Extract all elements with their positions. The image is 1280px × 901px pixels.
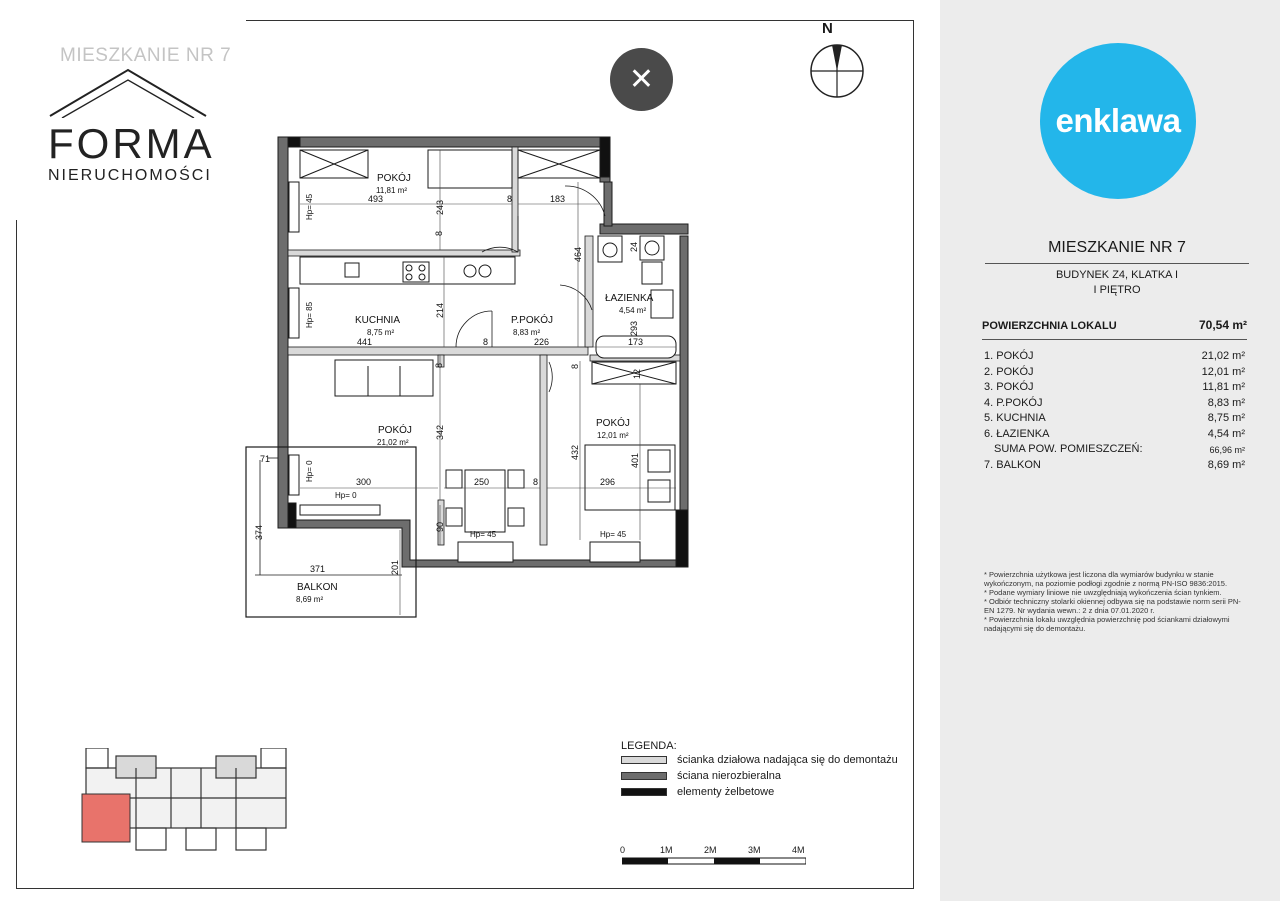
list-item <box>982 366 1247 382</box>
close-button[interactable] <box>610 48 673 111</box>
legend <box>621 740 911 800</box>
dim-label: 300 <box>356 477 372 487</box>
dim-label: 24 <box>629 241 639 252</box>
room-label: 5. KUCHNIA <box>984 412 1046 424</box>
legend-item <box>621 754 911 768</box>
balcony-label: 7. BALKON <box>984 458 1041 471</box>
dim-label: 243 <box>435 199 445 215</box>
room-name-lazienka: ŁAZIENKA <box>605 293 654 304</box>
room-area-lazienka: 4,54 m² <box>619 306 647 315</box>
footnote: * Powierzchnia lokalu uwzględnia powierzchnię pod ściankami działowymi nadającymi się do demontażu. <box>984 615 1230 633</box>
dim-label: 250 <box>474 477 490 487</box>
scale-tick: 4M <box>792 845 805 855</box>
hp-label: Hp= 0 <box>335 491 357 500</box>
balcony-value: 8,69 m² <box>1207 458 1245 471</box>
room-value: 21,02 m² <box>1201 350 1245 362</box>
hp-label: Hp= 45 <box>600 530 627 539</box>
room-value: 4,54 m² <box>1207 427 1245 440</box>
footnote: * Powierzchnia użytkowa jest liczona dla wymiarów budynku w stanie wykończonym, na poziomie podłogi zgodnie z normą PN-ISO 9836:2015. <box>984 570 1228 588</box>
hp-label: Hp= 45 <box>470 530 497 539</box>
balcony-row <box>982 459 1247 475</box>
apartment-highlight <box>82 794 130 842</box>
room-area-pokoj1: 21,02 m² <box>377 438 409 447</box>
total-area-value: 70,54 m² <box>1198 318 1247 332</box>
dim-label: 12 <box>632 368 642 379</box>
dim-label: 401 <box>630 452 640 468</box>
divider <box>982 339 1247 340</box>
logo-wordmark: FORMA <box>48 120 215 167</box>
room-label: 6. ŁAZIENKA <box>984 427 1050 440</box>
list-item <box>982 381 1247 397</box>
dim-label: 8 <box>570 363 580 369</box>
dim-label: 214 <box>435 302 445 318</box>
footnotes <box>984 570 1250 633</box>
hp-label: Hp= 85 <box>305 301 314 328</box>
list-item <box>982 397 1247 413</box>
dim-label: 293 <box>629 320 639 336</box>
dim-label: 90 <box>435 521 445 532</box>
room-label: 3. POKÓJ <box>984 381 1034 393</box>
dim-label: 8 <box>507 194 513 204</box>
dim-label: 8 <box>483 337 489 347</box>
apartment-watermark: MIESZKANIE NR 7 <box>60 45 232 66</box>
room-area-kuchnia: 8,75 m² <box>367 328 395 337</box>
room-area-ppokoj: 8,83 m² <box>513 328 541 337</box>
building-minimap <box>76 748 296 858</box>
dim-label: 183 <box>550 194 566 204</box>
brand-logo: enklawa <box>1040 43 1196 199</box>
dim-label: 8 <box>434 230 444 236</box>
north-label: N <box>822 20 833 37</box>
room-area-pokoj3: 11,81 m² <box>376 186 407 195</box>
dim-label: 342 <box>435 424 445 440</box>
rooms-sum-label: SUMA POW. POMIESZCZEŃ: <box>994 443 1143 455</box>
legend-item <box>621 786 911 800</box>
floor-label: I PIĘTRO <box>1093 284 1141 296</box>
scale-tick: 0 <box>620 845 626 855</box>
legend-swatch <box>621 756 667 764</box>
legend-swatch <box>621 788 667 796</box>
total-area-label: POWIERZCHNIA LOKALU <box>982 320 1117 332</box>
footnote: * Odbiór techniczny stolarki okiennej odbywa się na podstawie norm serii PN-EN 1279. Nr wydania wewn.: 2 z dnia 07.01.2020 r. <box>984 597 1241 615</box>
list-item <box>982 412 1247 428</box>
roof-logo-icon <box>48 66 208 118</box>
legend-title: LEGENDA: <box>621 740 677 752</box>
room-name-pokoj1: POKÓJ <box>378 425 412 436</box>
north-compass-icon <box>806 20 866 100</box>
list-item <box>982 350 1247 366</box>
scale-bar <box>616 845 816 875</box>
floor-plan-drawing <box>230 130 695 620</box>
dim-label: 8 <box>434 362 444 368</box>
dim-label: 371 <box>310 564 326 574</box>
room-area-balkon: 8,69 m² <box>296 595 324 604</box>
dim-label: 296 <box>600 477 616 487</box>
dim-label: 173 <box>628 337 644 347</box>
dim-label: 226 <box>534 337 550 347</box>
dim-label: 464 <box>573 246 583 262</box>
dim-label: 71 <box>260 454 271 464</box>
building-label: BUDYNEK Z4, KLATKA I <box>1055 269 1179 281</box>
legend-label: ścianka działowa nadająca się do demontażu <box>677 754 898 766</box>
divider <box>985 263 1249 264</box>
room-name-pokoj2: POKÓJ <box>596 418 630 429</box>
dim-label: 493 <box>368 194 384 204</box>
dim-label: 432 <box>570 444 580 460</box>
dim-label: 441 <box>357 337 373 347</box>
room-label: 1. POKÓJ <box>984 350 1034 362</box>
close-icon: ✕ <box>628 63 655 96</box>
rooms-sum-row <box>982 443 1247 459</box>
room-value: 11,81 m² <box>1202 381 1245 393</box>
legend-label: elementy żelbetowe <box>677 786 775 798</box>
list-item <box>982 428 1247 444</box>
room-value: 8,83 m² <box>1207 396 1245 409</box>
scale-tick: 2M <box>704 845 717 855</box>
footnote: * Podane wymiary liniowe nie uwzględniają wykończenia ścian tynkiem. <box>984 588 1222 597</box>
total-area-row <box>982 318 1247 338</box>
logo-subtitle: NIERUCHOMOŚCI <box>48 167 212 184</box>
rooms-sum-value: 66,96 m² <box>1209 445 1245 455</box>
dim-label: 8 <box>533 477 539 487</box>
rooms-list <box>982 350 1247 474</box>
room-label: 2. POKÓJ <box>984 365 1034 378</box>
room-name-pokoj3: POKÓJ <box>377 173 411 184</box>
room-name-ppokoj: P.POKÓJ <box>511 315 554 326</box>
room-name-kuchnia: KUCHNIA <box>355 315 401 326</box>
hp-label: Hp= 45 <box>305 193 314 220</box>
dim-label: 201 <box>390 559 400 575</box>
room-value: 12,01 m² <box>1201 365 1245 378</box>
room-label: 4. P.POKÓJ <box>984 396 1043 409</box>
dim-label: 374 <box>254 524 264 540</box>
hp-label: Hp= 0 <box>305 460 314 482</box>
room-area-pokoj2: 12,01 m² <box>597 431 629 440</box>
room-name-balkon: BALKON <box>297 582 338 593</box>
scale-tick: 1M <box>660 845 673 855</box>
room-value: 8,75 m² <box>1207 412 1245 424</box>
legend-item <box>621 770 911 784</box>
apartment-title: MIESZKANIE NR 7 <box>1048 239 1186 256</box>
scale-tick: 3M <box>748 845 761 855</box>
legend-label: ściana nierozbieralna <box>677 770 781 782</box>
legend-swatch <box>621 772 667 780</box>
